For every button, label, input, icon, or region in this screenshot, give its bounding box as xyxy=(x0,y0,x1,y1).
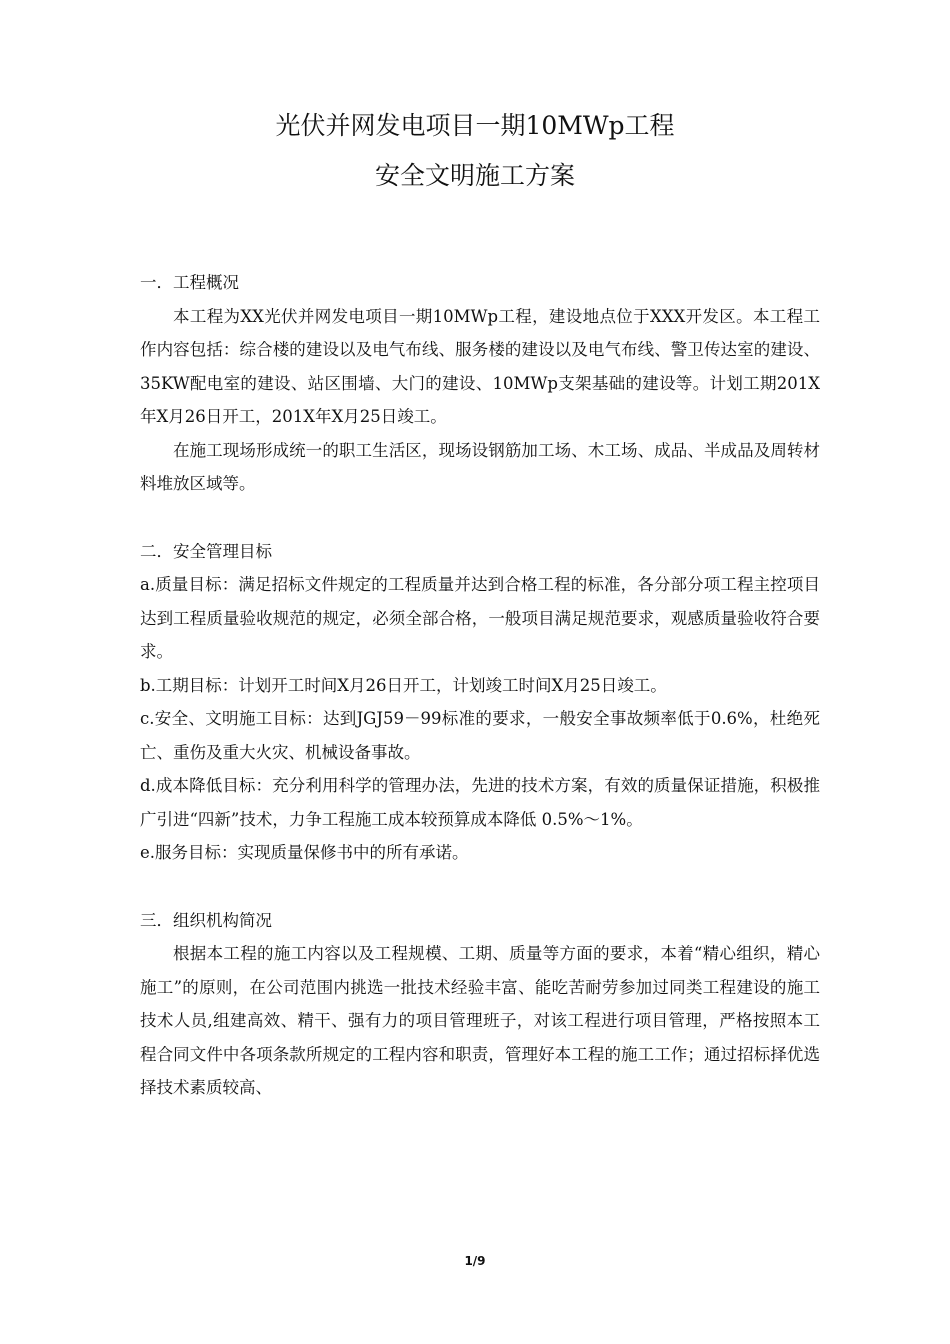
section-spacer xyxy=(140,501,820,535)
document-title-line2: 安全文明施工方案 xyxy=(374,161,575,190)
document-body xyxy=(140,266,820,1105)
page-number: 1/9 xyxy=(464,1254,486,1268)
overview-paragraph-2: 在施工现场形成统一的职工生活区，现场设钢筋加工场、木工场、成品、半成品及周转材料堆放区域等。 xyxy=(140,440,820,493)
document-title-line1: 光伏并网发电项目一期10MWp工程 xyxy=(275,111,675,140)
goal-item-schedule: b.工期目标：计划开工时间X月26日开工，计划竣工时间X月25日竣工。 xyxy=(140,675,667,695)
section-heading-overview: 一．工程概况 xyxy=(140,273,239,292)
title-block xyxy=(0,101,950,201)
goal-item-safety: c.安全、文明施工目标：达到JGJ59－99标准的要求，一般安全事故频率低于0.6%，杜绝死亡、重伤及重大火灾、机械设备事故。 xyxy=(140,709,820,762)
goal-item-service: e.服务目标：实现质量保修书中的所有承诺。 xyxy=(140,843,469,862)
organization-paragraph-1: 根据本工程的施工内容以及工程规模、工期、质量等方面的要求，本着“精心组织，精心施工”的原则，在公司范围内挑选一批技术经验丰富、能吃苦耐劳参加过同类工程建设的施工技术人员,组建高效、精干、强有力的项目管理班子，对该工程进行项目管理，严格按照本工程合同文件中各项条款所规定的工程内容和职责，管理好本工程的施工工作；通过招标择优选择技术素质较高、 xyxy=(140,944,820,1097)
section-spacer xyxy=(140,870,820,904)
goal-item-cost: d.成本降低目标：充分利用科学的管理办法，先进的技术方案，有效的质量保证措施，积极推广引进“四新”技术，力争工程施工成本较预算成本降低 0.5%～1%。 xyxy=(140,776,820,829)
overview-paragraph-1: 本工程为XX光伏并网发电项目一期10MWp工程，建设地点位于XXX开发区。本工程工作内容包括：综合楼的建设以及电气布线、服务楼的建设以及电气布线、警卫传达室的建设、35KW配电室的建设、站区围墙、大门的建设、10MWp支架基础的建设等。计划工期201X年X月26日开工，201X年X月25日竣工。 xyxy=(140,306,820,426)
section-heading-organization: 三．组织机构简况 xyxy=(140,910,272,930)
goal-item-quality: a.质量目标：满足招标文件规定的工程质量并达到合格工程的标准，各分部分项工程主控项目达到工程质量验收规范的规定，必须全部合格，一般项目满足规范要求，观感质量验收符合要求。 xyxy=(140,575,820,661)
section-heading-safety-goals: 二．安全管理目标 xyxy=(140,541,272,561)
